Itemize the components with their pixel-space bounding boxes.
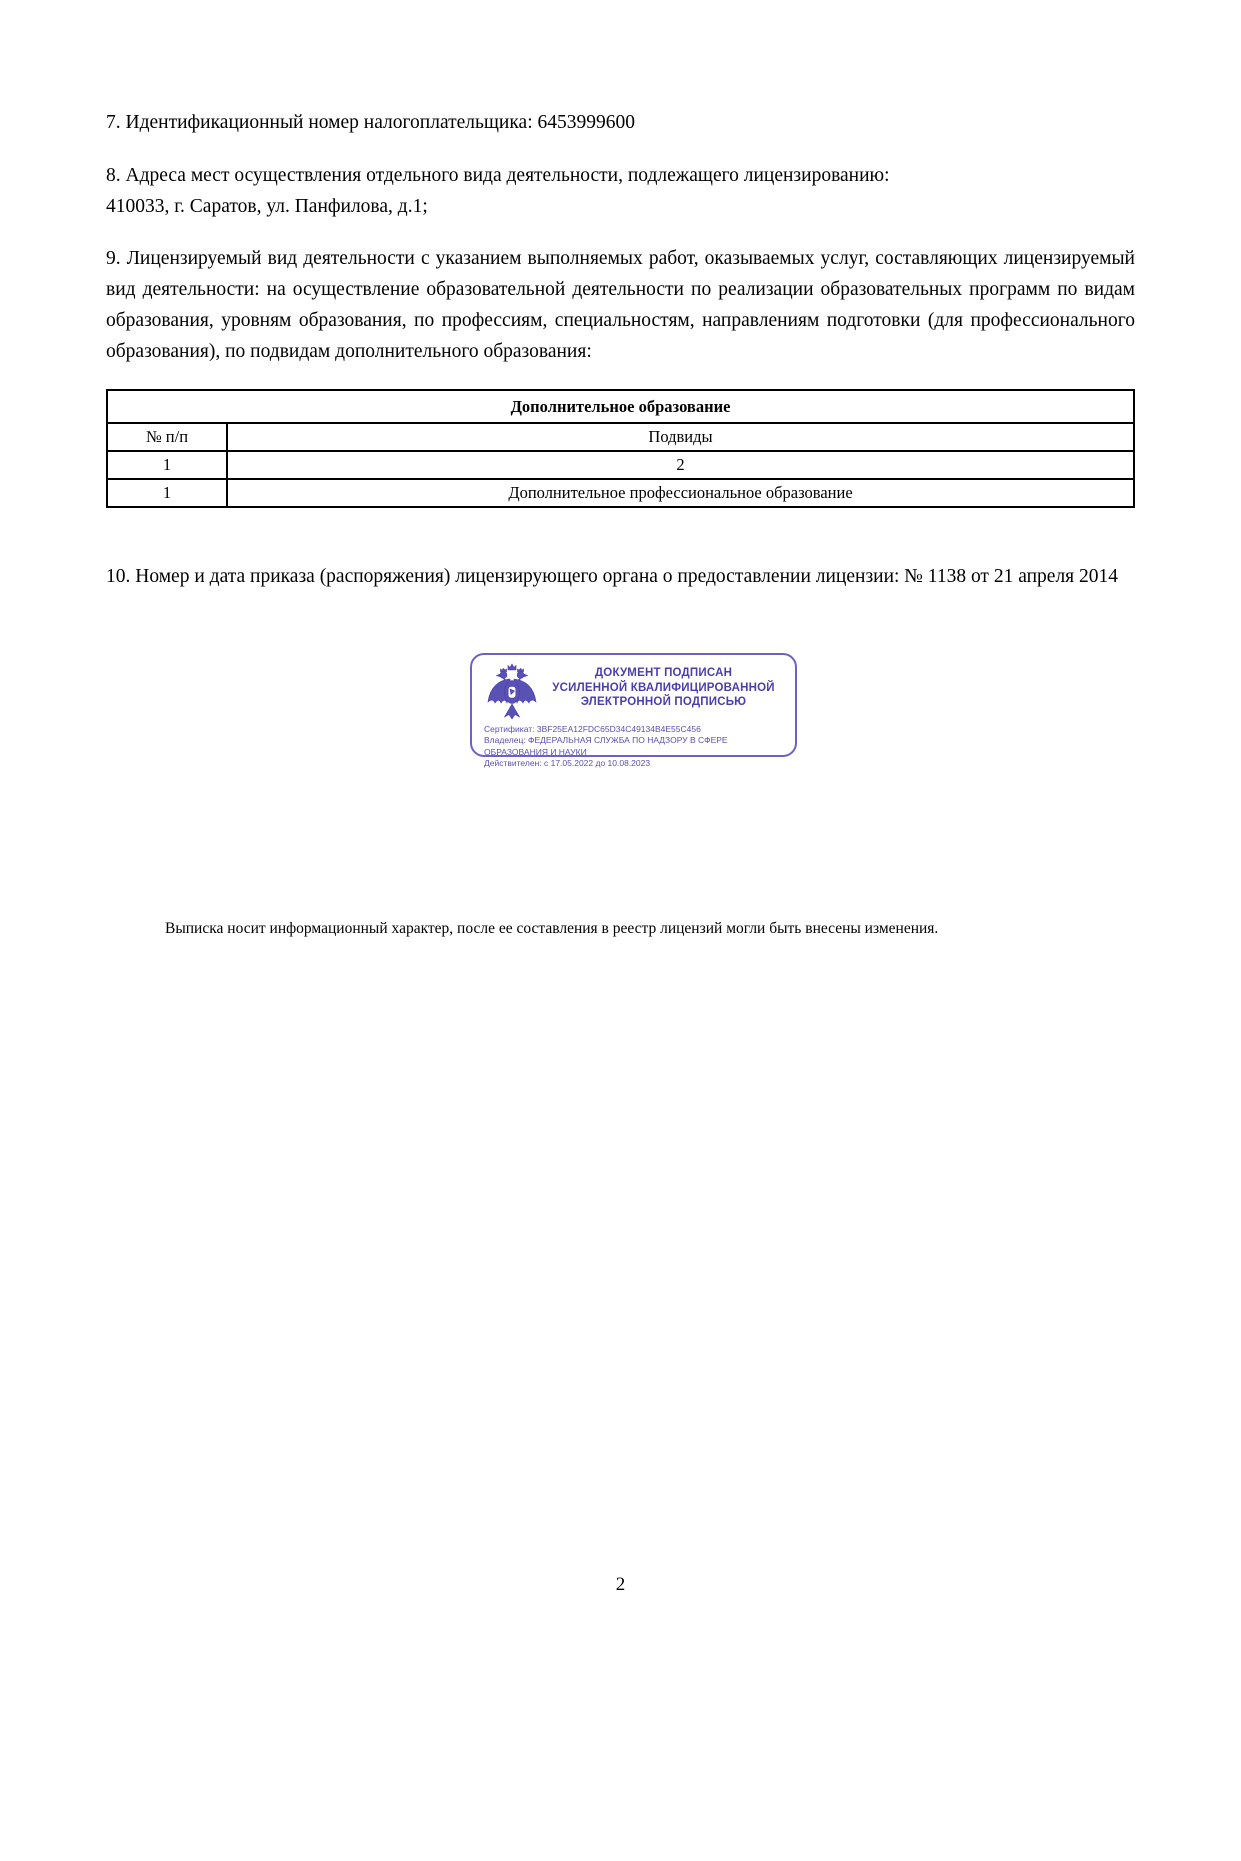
activity-address-line: 410033, г. Саратов, ул. Панфилова, д.1; xyxy=(106,196,428,217)
table-cell-number: 1 xyxy=(107,451,227,479)
russian-coat-of-arms-icon xyxy=(484,661,540,721)
stamp-owner-line: Владелец: ФЕДЕРАЛЬНАЯ СЛУЖБА ПО НАДЗОРУ В СФЕРЕ ОБРАЗОВАНИЯ И НАУКИ xyxy=(484,735,728,757)
table-row xyxy=(107,451,1134,479)
page-number: 2 xyxy=(615,1574,626,1595)
column-header-number: № п/п xyxy=(107,423,227,451)
stamp-heading-line1: ДОКУМЕНТ ПОДПИСАН xyxy=(594,667,733,679)
table-cell-subtype: 2 xyxy=(227,451,1134,479)
stamp-top-section xyxy=(484,662,787,721)
stamp-heading-line3: ЭЛЕКТРОННОЙ ПОДПИСЬЮ xyxy=(580,696,747,708)
table-cell-number: 1 xyxy=(107,479,227,507)
table-title-row xyxy=(107,390,1134,423)
license-extract-page xyxy=(0,107,1241,1861)
licensed-activity-paragraph: 9. Лицензируемый вид деятельности с указанием выполняемых работ, оказываемых услуг, составляющих лицензируемый вид деятельности: на осуществление образовательной деятельности по реализации образовательных программ по видам образования, уровням образования, по профессиям, специальностям, направлениям подготовки (для профессионального образования), по подвидам дополнительного образования: xyxy=(106,248,1135,362)
table-cell-subtype: Дополнительное профессиональное образование xyxy=(227,479,1134,507)
table-row xyxy=(107,479,1134,507)
informational-note: Выписка носит информационный характер, после ее составления в реестр лицензий могли быть внесены изменения. xyxy=(165,920,939,937)
stamp-certificate-line: Сертификат: 3BF25EA12FDC65D34C49134B4E55C456 xyxy=(484,724,701,734)
digital-signature-stamp xyxy=(470,653,797,769)
column-header-subtypes: Подвиды xyxy=(227,423,1134,451)
stamp-heading-line2: УСИЛЕННОЙ КВАЛИФИЦИРОВАННОЙ xyxy=(552,681,775,694)
activity-addresses-heading: 8. Адреса мест осуществления отдельного вида деятельности, подлежащего лицензированию: xyxy=(106,165,890,186)
table-title: Дополнительное образование xyxy=(107,390,1134,423)
stamp-heading xyxy=(540,662,787,710)
taxpayer-id-paragraph: 7. Идентификационный номер налогоплательщика: 6453999600 xyxy=(106,112,635,133)
table-header-row xyxy=(107,423,1134,451)
additional-education-table xyxy=(106,389,1135,508)
stamp-validity-line: Действителен: с 17.05.2022 до 10.08.2023 xyxy=(484,758,651,769)
stamp-details xyxy=(484,724,787,770)
activity-addresses-paragraph xyxy=(106,160,1135,222)
order-number-paragraph: 10. Номер и дата приказа (распоряжения) лицензирующего органа о предоставлении лицензии: № 1138 от 21 апреля 2014 xyxy=(106,566,1119,587)
